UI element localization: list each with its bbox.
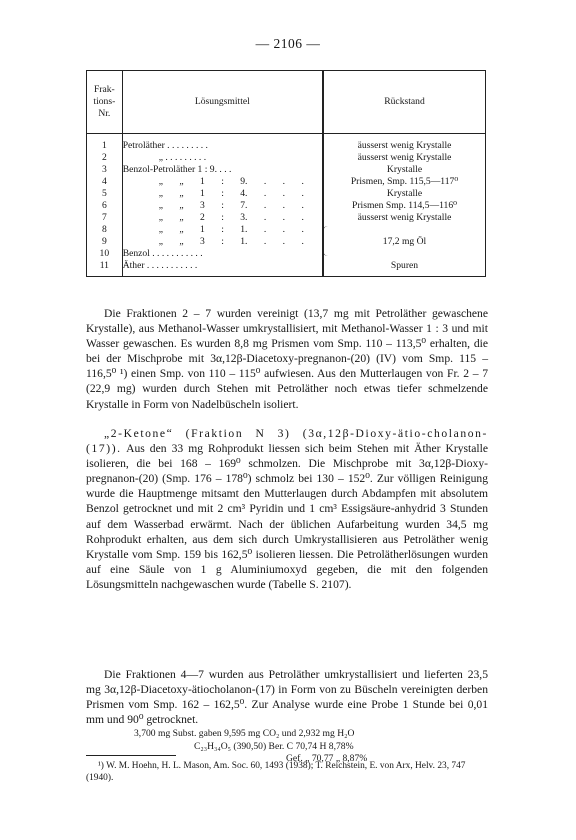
grouping-brace: [322, 226, 331, 256]
fraction-nr: 8: [87, 224, 123, 236]
header-residue: Rückstand: [323, 71, 486, 134]
footnote-text: ¹) W. M. Hoehn, H. L. Mason, Am. Soc. 60, 1493 (1938); T. Reichstein, E. von Arx, Helv. 23, 747 (1940).: [86, 761, 466, 784]
residue: äusserst wenig Krystalle: [323, 152, 486, 164]
header-solvent: Lösungsmittel: [122, 71, 323, 134]
analysis-line: Gef. „ 70,77 „ 8,87%: [286, 753, 368, 765]
paragraph-fractions-4-7: [86, 667, 488, 727]
table-header-row: [87, 71, 486, 134]
footnote: [86, 760, 488, 785]
paragraph-text: Die Fraktionen 2 – 7 wurden vereinigt (13,7 mg mit Petroläther gewaschene Krystalle), aus Methanol-Wasser umkrystallisiert, mit Methanol-Wasser 1 : 3 und mit Wasser gewaschen. Es wurden 8,8 mg Prismen vom Smp. 110 – 113,5⁰ erhalten, die bei der Mischprobe mit 3α,12β-Diacetoxy-pregnanon-(20) (IV) vom Smp. 115 – 116,5⁰ ¹) einen Smp. von 110 – 115⁰ aufwiesen. Aus den Mutterlaugen von Fr. 2 – 7 (22,9 mg) wurden durch Stehen mit Petroläther noch etwas tiefer schmelzende Krystalle in Form von Nadelbüscheln isoliert.: [86, 307, 488, 411]
fraction-nr: 9: [87, 236, 123, 248]
residue: Krystalle: [323, 164, 486, 176]
table-row: [87, 152, 486, 164]
section-heading: „2-Ketone“ (Fraktion N 3) (3α,12β-Dioxy-ätio-cholanon-(17)).: [86, 427, 488, 456]
solvent: „ „ 3 : 1. . . .: [158, 236, 304, 247]
residue: Krystalle: [323, 188, 486, 200]
table-row: [87, 176, 486, 188]
header-fraction-nr: Frak- tions- Nr.: [87, 71, 123, 134]
residue: Prismen, Smp. 115,5—117⁰: [323, 176, 486, 188]
paragraph-fractions-2-7: [86, 306, 488, 412]
paragraph-text: Die Fraktionen 4—7 wurden aus Petroläther umkrystallisiert und lieferten 23,5 mg 3α,12β-Diacetoxy-ätiocholanon-(17) in Form von zu Büscheln vereinigten derben Prismen vom Smp. 162 – 162,5⁰. Zur Analyse wurde eine Probe 1 Stunde bei 0,01 mm und 90⁰ getrocknet.: [86, 668, 488, 727]
solvent: Petroläther . . . . . . . . .: [122, 140, 208, 151]
fraction-table: [86, 70, 486, 277]
table-row: [87, 212, 486, 224]
residue: Spuren: [323, 260, 486, 277]
solvent: „ „ 3 : 7. . . .: [158, 200, 304, 211]
solvent: „ „ 1 : 4. . . .: [158, 188, 304, 199]
residue-brace-cell: [323, 224, 486, 260]
residue: äusserst wenig Krystalle: [323, 212, 486, 224]
fraction-nr: 10: [87, 248, 123, 260]
paragraph-2-ketone: [86, 426, 488, 592]
fraction-nr: 3: [87, 164, 123, 176]
solvent: „ „ 1 : 1. . . .: [158, 224, 304, 235]
fraction-nr: 4: [87, 176, 123, 188]
fraction-nr: 6: [87, 200, 123, 212]
table-row: [87, 188, 486, 200]
solvent: Benzol . . . . . . . . . . .: [122, 248, 203, 259]
table-row: [87, 134, 486, 153]
residue: 17,2 mg Öl: [382, 236, 427, 247]
analysis-line: C₂₃H₃₄O₅ (390,50) Ber. C 70,74 H 8,78%: [194, 740, 354, 752]
fraction-nr: 5: [87, 188, 123, 200]
paragraph-text: [86, 426, 488, 592]
fraction-nr: 1: [87, 134, 123, 153]
paragraph-body: Aus den 33 mg Rohprodukt liessen sich beim Stehen mit Äther Krystalle isolieren, die bei 168 – 169⁰ schmolzen. Die Mischprobe mit 3α,12β-Dioxy-pregnanon-(20) (Smp. 176 – 178⁰) schmolz bei 130 – 152⁰. Zur völligen Reinigung wurde die Hauptmenge mitsamt den Mutterlaugen durch Abdampfen mit absolutem Benzol getrocknet und mit 2 cm³ Pyridin und 1 cm³ Essigsäure-anhydrid 3 Stunden auf dem Wasserbad erwärmt. Nach der üblichen Aufarbeitung wurden 34,5 mg Rohprodukt erhalten, aus dem sich durch Umkrystallisieren aus Petroläther wenig Krystalle vom Smp. 159 bis 162,5⁰ isolieren liessen. Die Petrolätherlösungen wurden auf eine Säule von 1 g Aluminiumoxyd gegeben, die mit den folgenden Lösungsmitteln nachgewaschen wurde (Tabelle S. 2107).: [86, 442, 488, 591]
fraction-nr: 2: [87, 152, 123, 164]
table-row: [87, 260, 486, 277]
analysis-line: 3,700 mg Subst. gaben 9,595 mg CO₂ und 2,932 mg H₂O: [134, 728, 355, 739]
footnote-divider: [86, 755, 176, 756]
table-row: [87, 224, 486, 236]
table-row: [87, 200, 486, 212]
fraction-nr: 7: [87, 212, 123, 224]
table-row: [87, 164, 486, 176]
solvent: Benzol-Petroläther 1 : 9. . . .: [122, 164, 232, 175]
solvent: „ „ 2 : 3. . . .: [158, 212, 304, 223]
solvent: „ „ 1 : 9. . . .: [158, 176, 304, 187]
solvent: „ . . . . . . . . .: [158, 152, 207, 163]
page-number: — 2106 —: [255, 36, 321, 51]
fraction-nr: 11: [87, 260, 123, 277]
residue: Prismen Smp. 114,5—116⁰: [323, 200, 486, 212]
residue: äusserst wenig Krystalle: [323, 134, 486, 153]
solvent: Äther . . . . . . . . . . .: [122, 260, 323, 277]
